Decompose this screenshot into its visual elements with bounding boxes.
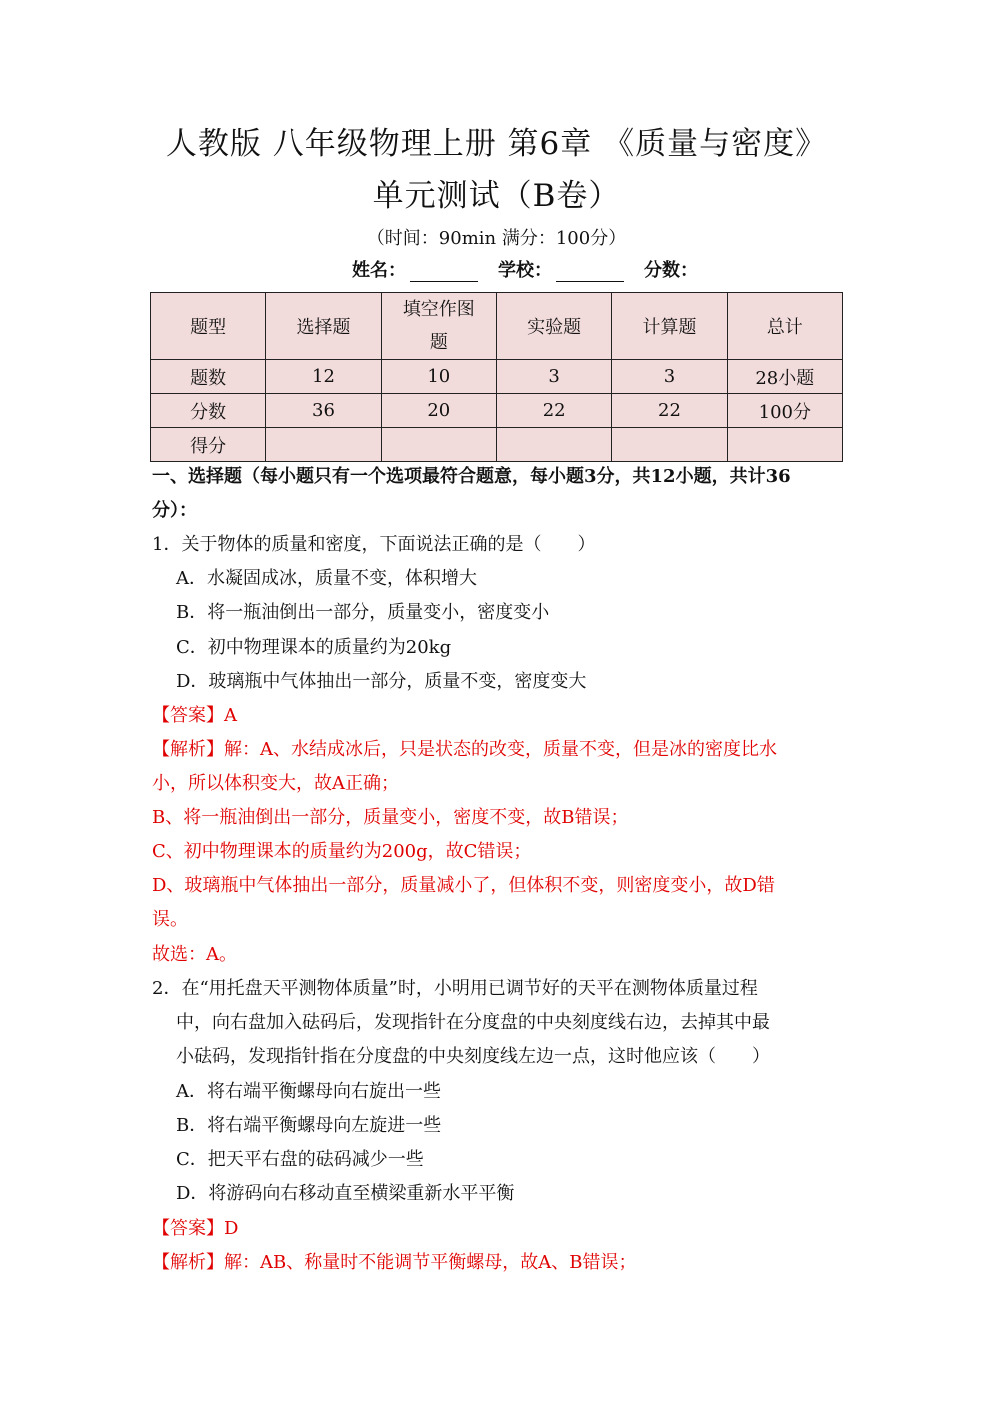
- score-label: 分数：: [644, 260, 698, 281]
- question-2-stem-line: 小砝码，发现指针指在分度盘的中央刻度线左边一点，这时他应该（ ）: [176, 1046, 770, 1067]
- question-2-stem-line: 中，向右盘加入砝码后，发现指针在分度盘的中央刻度线右边，去掉其中最: [176, 1012, 770, 1033]
- table-row: [151, 360, 843, 394]
- question-2-option-a: A．将右端平衡螺母向右旋出一些: [176, 1081, 441, 1102]
- table-cell: [381, 293, 496, 360]
- question-2-analysis-line: [152, 1251, 636, 1275]
- question-2-answer: [152, 1217, 238, 1241]
- question-1-analysis-line: C、初中物理课本的质量约为200g，故C错误；: [152, 841, 532, 862]
- table-cell: 题型: [151, 293, 266, 360]
- title-line-2: 单元测试（B卷）: [372, 178, 621, 214]
- school-blank: [556, 263, 624, 282]
- table-cell: 实验题: [496, 293, 611, 360]
- question-1-answer: [152, 704, 237, 728]
- question-2-option-c: C．把天平右盘的砝码减少一些: [176, 1149, 424, 1170]
- question-1-analysis-line: 小，所以体积变大，故A正确；: [152, 773, 399, 794]
- score-table: [150, 292, 843, 462]
- table-row: [151, 394, 843, 428]
- table-cell: 得分: [151, 428, 266, 462]
- score-input-cell[interactable]: [266, 428, 381, 462]
- question-1-option-d: D．玻璃瓶中气体抽出一部分，质量不变，密度变大: [176, 671, 587, 692]
- title-line-1: 人教版 八年级物理上册 第6章 《质量与密度》: [165, 126, 828, 162]
- answer-value: A: [224, 705, 237, 726]
- table-cell: 12: [266, 360, 381, 394]
- table-cell: 28小题: [727, 360, 842, 394]
- table-cell: 分数: [151, 394, 266, 428]
- question-1-option-a: A．水凝固成冰，质量不变，体积增大: [176, 568, 477, 589]
- section-heading: [152, 460, 847, 528]
- table-cell: 20: [381, 394, 496, 428]
- student-info-row: [352, 256, 698, 282]
- analysis-label: 【解析】: [152, 1252, 224, 1273]
- question-2-option-b: B．将右端平衡螺母向左旋进一些: [176, 1115, 442, 1136]
- section-heading-line-2: 分）：: [152, 500, 197, 521]
- table-cell: 3: [612, 360, 727, 394]
- question-1-analysis-line: 故选：A。: [152, 944, 237, 965]
- table-cell: 100分: [727, 394, 842, 428]
- question-1-stem: 1．关于物体的质量和密度，下面说法正确的是（ ）: [152, 534, 596, 555]
- table-row: [151, 428, 843, 462]
- exam-time-score: （时间：90min 满分：100分）: [366, 228, 627, 249]
- table-cell: 题数: [151, 360, 266, 394]
- question-2-option-d: D．将游码向右移动直至横梁重新水平平衡: [176, 1183, 515, 1204]
- question-2-stem-line: 2．在“用托盘天平测物体质量”时，小明用已调节好的天平在测物体质量过程: [152, 978, 758, 999]
- score-input-cell[interactable]: [496, 428, 611, 462]
- table-cell: 10: [381, 360, 496, 394]
- table-row: [151, 293, 843, 360]
- section-heading-line-1: 一、选择题（每小题只有一个选项最符合题意，每小题3分，共12小题，共计36: [152, 466, 791, 487]
- question-1-option-c: C．初中物理课本的质量约为20kg: [176, 637, 452, 658]
- analysis-text: 解：AB、称量时不能调节平衡螺母，故A、B错误；: [224, 1252, 637, 1273]
- question-1-analysis-line: B、将一瓶油倒出一部分，质量变小，密度不变，故B错误；: [152, 807, 629, 828]
- question-1-option-b: B．将一瓶油倒出一部分，质量变小，密度变小: [176, 602, 550, 623]
- table-cell: 选择题: [266, 293, 381, 360]
- score-input-cell[interactable]: [381, 428, 496, 462]
- table-cell: 36: [266, 394, 381, 428]
- answer-label: 【答案】: [152, 705, 224, 726]
- question-1-analysis-line: 误。: [152, 909, 188, 930]
- table-cell: 22: [496, 394, 611, 428]
- table-cell: 3: [496, 360, 611, 394]
- question-1-analysis-line: D、玻璃瓶中气体抽出一部分，质量减小了，但体积不变，则密度变小，故D错: [152, 875, 775, 896]
- cell-text: 填空作图题: [402, 299, 475, 353]
- name-blank: [410, 263, 478, 282]
- name-label: 姓名：: [352, 260, 406, 281]
- question-1-analysis-line: [152, 738, 777, 762]
- table-cell: 总计: [727, 293, 842, 360]
- score-input-cell[interactable]: [727, 428, 842, 462]
- answer-value: D: [224, 1218, 239, 1239]
- score-input-cell[interactable]: [612, 428, 727, 462]
- school-label: 学校：: [498, 260, 552, 281]
- analysis-label: 【解析】: [152, 739, 224, 760]
- analysis-text: 解：A、水结成冰后，只是状态的改变，质量不变，但是冰的密度比水: [224, 739, 777, 760]
- table-cell: 22: [612, 394, 727, 428]
- answer-label: 【答案】: [152, 1218, 224, 1239]
- table-cell: 计算题: [612, 293, 727, 360]
